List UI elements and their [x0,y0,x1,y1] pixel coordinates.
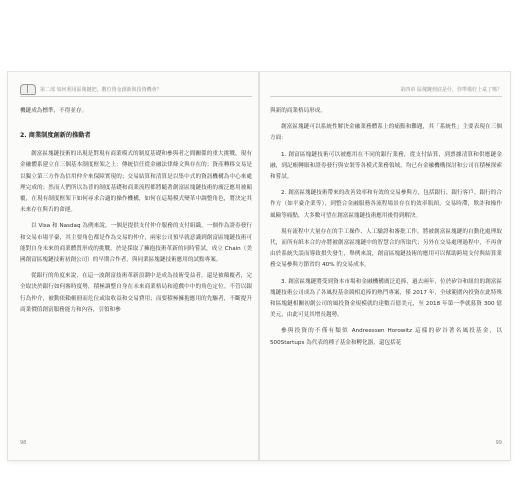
right-page [270,72,502,460]
left-body-text [20,106,252,321]
right-body-text [270,106,502,354]
running-head-left [20,84,162,94]
right-paragraph-1: 創富區塊鏈可以系統性解決金融業務體系上的痛點和難題，其「系統性」主要表現在三個方面： [270,124,502,142]
right-paragraph-5: 3. 創富區塊鏈將受到資本市場和金融機構廣泛追捧，過去兩年，位於矽谷和紐約的創富區塊鏈技術公司成為了各風投基金競相追捧的熱門專案，僅 2017 年，全球範圍內投資在此特殊和區塊鏈相關初創公司的風投資金規模就約達數百億美元，至 2018 年第一季就募資 300 億美元，由此可見其增長趨勢。 [270,278,502,319]
page-number-left: 98 [20,440,27,446]
running-head-right [400,84,502,94]
header-rule-left [20,96,252,97]
page-number-right: 99 [495,440,502,446]
right-paragraph-0: 與新的商業格局形成。 [270,108,326,114]
running-head-left-text: 第二部 如何利用區塊鏈把，數位資金創新與投資機會？ [40,86,162,93]
left-paragraph-3: 從銀行的角度來說，在這一波創富技術革新浪潮中是成為技術受益者，還是被顛覆者，完全取決於銀行如何審時度勢，積極調整自身在未來商業格局和遊戲中中的角色定位。不管以銀行為仲介，被動依賴帳冊而危位或取收益和交易費用；而要積極擁抱應用的先驅者，不斷提升商業價值創富服務能力和內容，引領和參 [20,273,252,313]
right-paragraph-6: 參與投資的不僅有類似 Andreessen Horowitz 這樣的矽谷著名風投基金，以 500Startups 為代表的種子基金和孵化器，還包括花 [270,328,502,346]
book-icon [20,84,36,95]
left-paragraph-2: 以 Visa 和 Nasdaq 為例來說，一個是提供支付仲介服務的支付組織，一個作為證券發行和交易市場平臺，其主要角色都是作為交易的仲介，兩家公司預早就意識到創富區塊鏈技術可能對自身未來的商業體質形成的挑戰，於是採取了擁抱技術革新的同時嘗試，成立 Chain（美國創富區塊鏈技術初創公司）的早期合作者，與同業區塊鏈技術應用的試點專案。 [20,223,252,264]
left-paragraph-1: 創富區塊鏈技術的出現是對現有商業模式的制度基礎和參與者之間關係的重大挑戰，現有金融體系建立在三個基本制度框架之上：傳統信任從金融法律條文與存在的；資產轉移交易是以獨立第三方作為信用仲介來保障實現的；交易結算和清算是以集中式的資訊機構為中心來處理完成的；然而人們所以為普的制度基礎和商業流程都將隨著創富區塊鏈技術的廣泛應用被顛覆，在現有制度框架下如何尋求合適的操作機構，如何在這場模式變革中調整角色，將決定其未來存在與否的命運。 [20,151,252,214]
header-rule-right [270,96,502,97]
running-head-right-text: 第四章 區塊鏈到底是什，你準備好上桌了嗎？ [400,86,502,93]
section-heading: 2. 商業制度創新的推動者 [20,132,91,140]
right-paragraph-4: 現有流程中大量存在的手工操作、人工驗證和審批工作，將被創富區塊鏈的自動化處理取代，而所有紙本合約亦將被創富區塊鏈中的智慧合約所取代；另外在交易處理過程中，不再會由於系統失誤而導致損失發生，舉例來說，創富區塊鏈技術的應用可以幫助跨境支付與結算業務交易參與方節省約 40% 的交易成本。 [270,228,502,269]
book-gutter [258,72,260,460]
book-spread [8,72,510,460]
left-paragraph-0: 機鏈成為標準，不得並存。 [20,108,88,114]
right-paragraph-3: 2. 創富區塊鏈技術帶來的改善效率和有效的交易參與方，包括銀行、銀行客戶、銀行的合作方（如平臺企業等），到整合金融服務各流程場景存在的效率瓶頸，交易時滯，欺詐和操作風險等痛點，大多數可望在創富區塊鏈技術應用後得到解決。 [270,190,502,219]
left-page [20,72,252,460]
right-paragraph-2: 1. 創富區塊鏈技術可以被應用在不同的銀行業務，從支付結算，到票據清算和供應鏈金融，到記帳轉賬和證券發行與安裝等各模式業務領域，均已有金融機構探討和公司在積極探索和嘗試。 [270,151,502,181]
